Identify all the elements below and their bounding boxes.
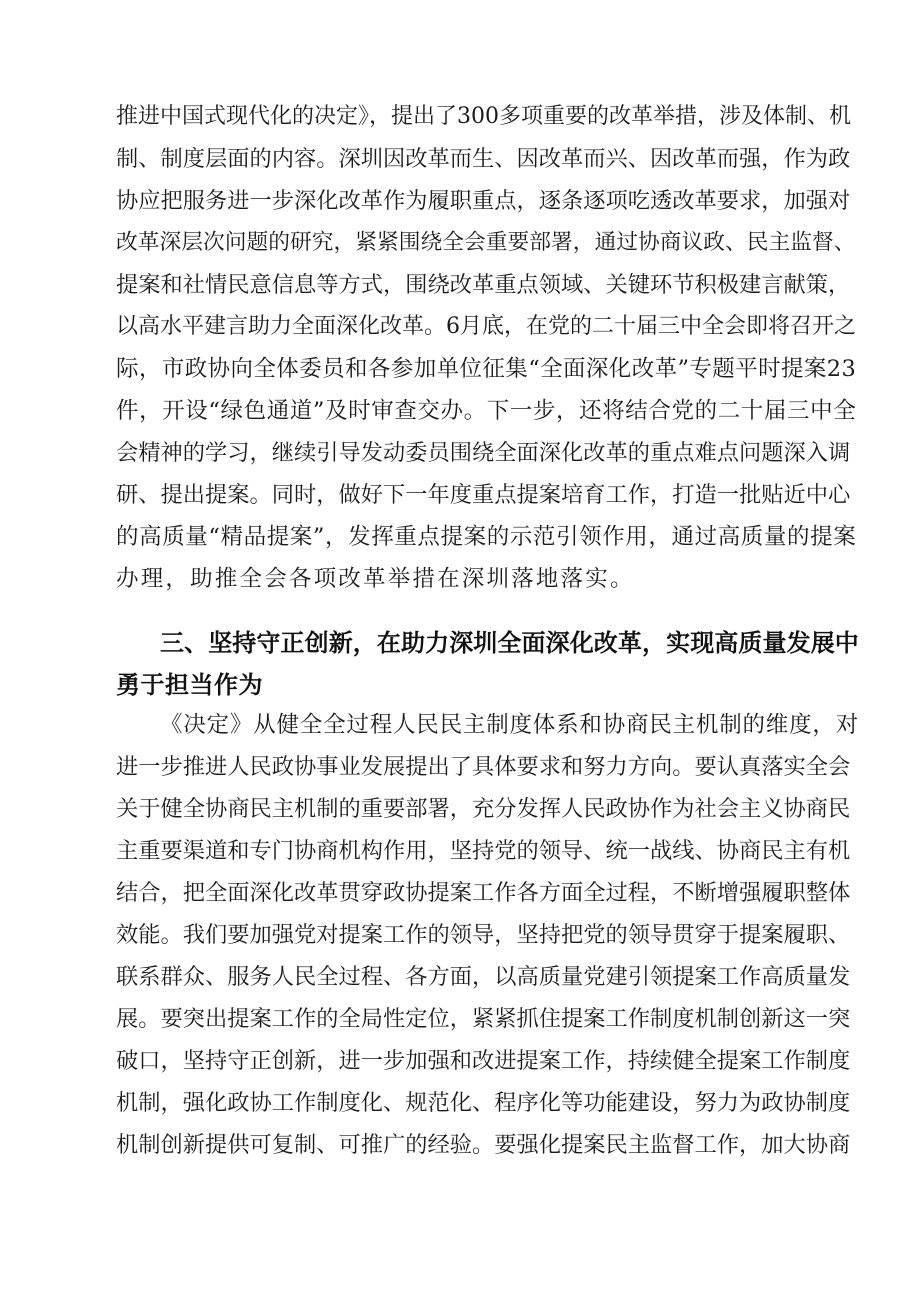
paragraph-line: 结合，把全面深化改革贯穿政协提案工作各方面全过程，不断增强履职整体 xyxy=(116,880,851,906)
section-heading-line: 勇于担当作为 xyxy=(116,671,263,699)
paragraph-line: 研、提出提案。同时，做好下一年度重点提案培育工作，打造一批贴近中心 xyxy=(116,482,851,508)
paragraph-line: 进一步推进人民政协事业发展提出了具体要求和努力方向。要认真落实全会 xyxy=(116,754,851,780)
paragraph-line: 机制，强化政协工作制度化、规范化、程序化等功能建设，努力为政协制度 xyxy=(116,1090,851,1116)
paragraph-line: 制、制度层面的内容。深圳因改革而生、因改革而兴、因改革而强，作为政 xyxy=(116,146,851,172)
paragraph-line: 推进中国式现代化的决定》，提出了300多项重要的改革举措，涉及体制、机 xyxy=(116,104,851,129)
paragraph-line: 会精神的学习，继续引导发动委员围绕全面深化改革的重点难点问题深入调 xyxy=(116,440,851,466)
paragraph-line: 主重要渠道和专门协商机构作用，坚持党的领导、统一战线、协商民主有机 xyxy=(116,838,851,864)
paragraph-line: 协应把服务进一步深化改革作为履职重点，逐条逐项吃透改革要求，加强对 xyxy=(116,188,851,214)
paragraph-line: 效能。我们要加强党对提案工作的领导，坚持把党的领导贯穿于提案履职、 xyxy=(116,922,851,948)
paragraph-line: 的高质量“精品提案”，发挥重点提案的示范引领作用，通过高质量的提案 xyxy=(116,524,857,550)
section-heading-line: 三、坚持守正创新，在助力深圳全面深化改革，实现高质量发展中 xyxy=(160,629,859,657)
paragraph-line: 际，市政协向全体委员和各参加单位征集“全面深化改革”专题平时提案23 xyxy=(116,356,857,382)
paragraph-line: 展。要突出提案工作的全局性定位，紧紧抓住提案工作制度机制创新这一突 xyxy=(116,1006,851,1032)
paragraph-line: 件，开设“绿色通道”及时审查交办。下一步，还将结合党的二十届三中全 xyxy=(116,398,857,424)
paragraph-line: 机制创新提供可复制、可推广的经验。要强化提案民主监督工作，加大协商 xyxy=(116,1132,851,1158)
paragraph-line: 破口，坚持守正创新，进一步加强和改进提案工作，持续健全提案工作制度 xyxy=(116,1048,851,1074)
paragraph-line: 关于健全协商民主机制的重要部署，充分发挥人民政协作为社会主义协商民 xyxy=(116,796,851,822)
paragraph-line: 联系群众、服务人民全过程、各方面，以高质量党建引领提案工作高质量发 xyxy=(116,964,851,990)
paragraph-line: 办理，助推全会各项改革举措在深圳落地落实。 xyxy=(116,566,635,592)
paragraph-line: 《决定》从健全全过程人民民主制度体系和协商民主机制的维度，对 xyxy=(160,712,860,738)
paragraph-line: 改革深层次问题的研究，紧紧围绕全会重要部署，通过协商议政、民主监督、 xyxy=(116,230,856,255)
paragraph-line: 提案和社情民意信息等方式，围绕改革重点领域、关键环节积极建言献策， xyxy=(116,272,851,298)
paragraph-line: 以高水平建言助力全面深化改革。6月底，在党的二十届三中全会即将召开之 xyxy=(116,314,856,339)
